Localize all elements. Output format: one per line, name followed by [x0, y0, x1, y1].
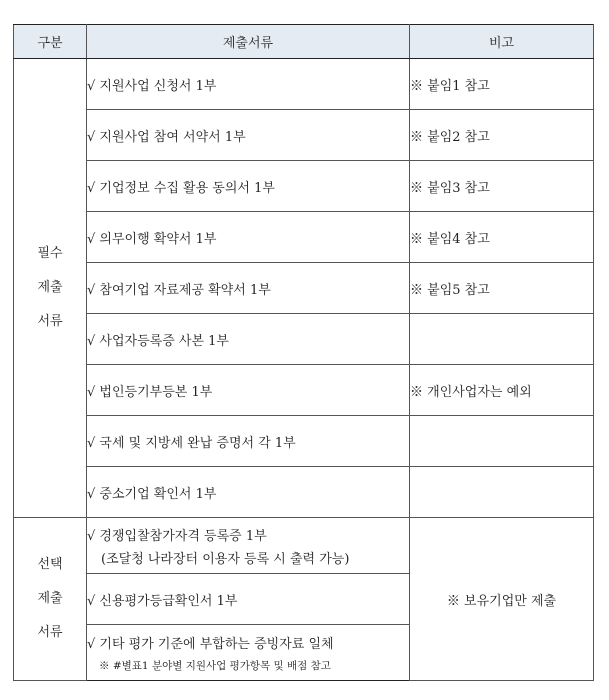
document-name: √ 기업정보 수집 활용 동의서 1부 — [87, 161, 410, 212]
submission-documents-table — [13, 24, 594, 681]
remark: ※ 붙임3 참고 — [410, 161, 594, 212]
remark — [410, 467, 594, 518]
table-row — [14, 263, 594, 314]
header-remarks: 비고 — [410, 25, 594, 59]
document-name: √ 중소기업 확인서 1부 — [87, 467, 410, 518]
table-row — [14, 212, 594, 263]
header-category: 구분 — [14, 25, 87, 59]
table-row — [14, 110, 594, 161]
document-name: √ 지원사업 참여 서약서 1부 — [87, 110, 410, 161]
document-name: √ 경쟁입찰참가자격 등록증 1부 (조달청 나라장터 이용자 등록 시 출력 가능) — [87, 518, 410, 574]
table-row — [14, 416, 594, 467]
table-header-row — [14, 25, 594, 59]
table-row — [14, 518, 594, 574]
document-name: √ 신용평가등급확인서 1부 — [87, 574, 410, 625]
document-name: √ 사업자등록증 사본 1부 — [87, 314, 410, 365]
table-row — [14, 365, 594, 416]
document-name: √ 법인등기부등본 1부 — [87, 365, 410, 416]
remark: ※ 붙임2 참고 — [410, 110, 594, 161]
remark — [410, 314, 594, 365]
document-name: √ 참여기업 자료제공 확약서 1부 — [87, 263, 410, 314]
document-name: √ 기타 평가 기준에 부합하는 증빙자료 일체 ※ #별표1 분야별 지원사업 평가항목 및 배점 참고 — [87, 625, 410, 681]
table-row — [14, 467, 594, 518]
remark: ※ 개인사업자는 예외 — [410, 365, 594, 416]
table-row — [14, 314, 594, 365]
table-row — [14, 161, 594, 212]
document-note: (조달청 나라장터 이용자 등록 시 출력 가능) — [101, 551, 350, 567]
document-name: √ 국세 및 지방세 완납 증명서 각 1부 — [87, 416, 410, 467]
document-name: √ 지원사업 신청서 1부 — [87, 59, 410, 110]
document-footnote: ※ #별표1 분야별 지원사업 평가항목 및 배점 참고 — [99, 659, 331, 672]
category-optional: 선택 제출 서류 — [14, 518, 87, 681]
remark: ※ 붙임1 참고 — [410, 59, 594, 110]
remark-optional: ※ 보유기업만 제출 — [410, 518, 594, 681]
remark: ※ 붙임4 참고 — [410, 212, 594, 263]
header-documents: 제출서류 — [87, 25, 410, 59]
table-row — [14, 59, 594, 110]
remark — [410, 416, 594, 467]
remark: ※ 붙임5 참고 — [410, 263, 594, 314]
category-required: 필수 제출 서류 — [14, 59, 87, 518]
document-name: √ 의무이행 확약서 1부 — [87, 212, 410, 263]
